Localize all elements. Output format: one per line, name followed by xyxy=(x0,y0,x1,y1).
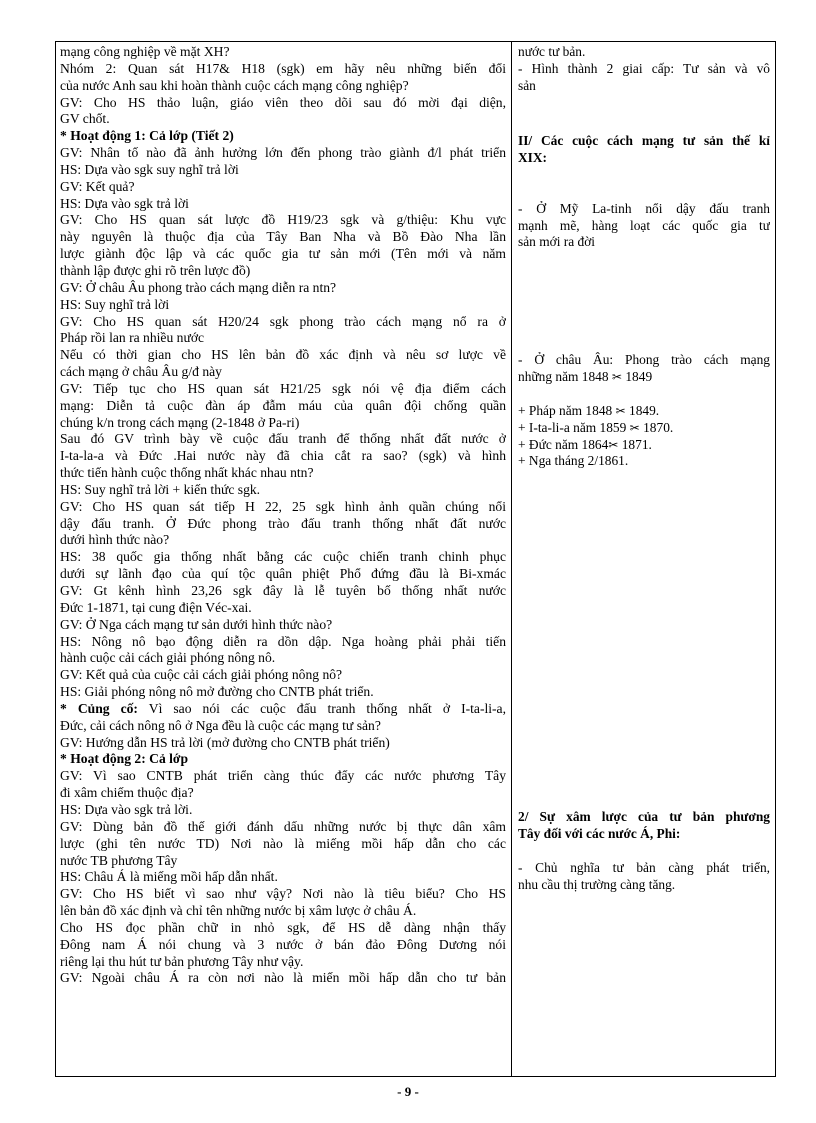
lesson-table xyxy=(55,41,776,1077)
section-heading-2: Tây đối với các nước Á, Phi: xyxy=(518,826,681,842)
column-divider xyxy=(511,42,512,1076)
activity-line: lược giành độc lập và các quốc gia tư sản mới (Tên mới và năm xyxy=(60,246,506,262)
activity-line: riêng lại thu hút tư bản phương Tây như vậy. xyxy=(60,953,304,969)
europe-point xyxy=(518,369,770,386)
event-item: + Nga tháng 2/1861. xyxy=(518,453,629,469)
activity-line: lên bản đồ xác định và chỉ tên những nước bị xâm lược ở châu Á. xyxy=(60,903,417,919)
activity-line: GV: Ngoài châu Á ra còn nơi nào là miến mồi hấp dẫn cho tư bản xyxy=(60,970,506,986)
activity-line: GV: Tiếp tục cho HS quan sát H21/25 sgk nói vệ địa điểm cách xyxy=(60,380,506,396)
activity-line: mạng công nghiệp về mặt XH? xyxy=(60,44,230,59)
activity-line: HS: Dựa vào sgk trả lời. xyxy=(60,801,193,817)
activity-line: lược (ghi tên nước TD) Nơi nào là miếng mồi hấp dẫn cho các xyxy=(60,835,506,851)
activity-line: Sau đó GV trình bày về cuộc đấu tranh để thống nhất đất nước ở xyxy=(60,431,506,447)
activity-line: I-ta-la-a và Đức .Hai nước này đã chia cắt ra sao? (sgk) và hình xyxy=(60,448,506,464)
scissors-icon: ✂ xyxy=(608,437,619,452)
capitalism-point: - Chủ nghĩa tư bản càng phát triển, xyxy=(518,859,770,875)
activity-line: Nếu có thời gian cho HS lên bản đồ xác định và nêu sơ lược về xyxy=(60,347,506,363)
activity-line: thành lập được ghi rõ trên lược đồ) xyxy=(60,262,251,278)
activity-line: GV: Cho HS thảo luận, giáo viên theo dõi sau đó mời đại diện, xyxy=(60,94,506,110)
activity-line: của nước Anh sau khi hoàn thành cuộc cách mạng công nghiệp? xyxy=(60,77,409,93)
activity-line: HS: Dựa vào sgk trả lời xyxy=(60,195,189,211)
activity-line: này nguyên là thuộc địa của Tây Ban Nha và Bồ Đào Nha lần xyxy=(60,229,506,245)
activity-line: Pháp rồi lan ra nhiều nước xyxy=(60,330,205,346)
activity-line: GV: Nhân tố nào đã ảnh hưởng lớn đến phong trào giành đ/l phát triển xyxy=(60,145,506,161)
scissors-icon: ✂ xyxy=(629,420,640,435)
activity-line: hành cuộc cải cách giải phóng nông nô. xyxy=(60,650,276,666)
activity-line: cách mạng ở châu Âu g/đ này xyxy=(60,364,222,380)
activity-line: nước TB phương Tây xyxy=(60,852,178,868)
activity-line: mạng: Diễn tả cuộc đàn áp đẫm máu của quân đội chống quần xyxy=(60,397,506,413)
page-number: - 9 - xyxy=(397,1084,419,1099)
activity-line: GV: Kết quả? xyxy=(60,178,135,194)
section-heading-ii: II/ Các cuộc cách mạng tư sản thế kỉ xyxy=(518,133,770,149)
activity-line: * Củng cố: Vì sao nói các cuộc đấu tranh thống nhất ở I-ta-li-a, xyxy=(60,700,506,716)
activity-line: GV: Cho HS biết vì sao như vậy? Nơi nào là tiêu biểu? Cho HS xyxy=(60,886,506,902)
event-item: + I-ta-li-a năm 1859 ✂ 1870. xyxy=(518,419,674,435)
activity-line: GV: Hướng dẫn HS trả lời (mở đường cho CNTB phát triển) xyxy=(60,734,390,750)
latin-america-point: sản mới ra đời xyxy=(518,234,596,250)
activity-line: chúng k/n trong cách mạng (2-1848 ở Pa-ri) xyxy=(60,414,300,430)
teacher-student-activities-column xyxy=(60,44,506,987)
capitalism-point: nhu cầu thị trường càng tăng. xyxy=(518,876,676,892)
activity-line: Đức 1-1871, tại cung điện Véc-xai. xyxy=(60,599,252,615)
scissors-icon: ✂ xyxy=(615,403,626,418)
scissors-icon: ✂ xyxy=(611,370,622,385)
right-intro-line: sản xyxy=(518,77,536,93)
activity-line: GV: Ở châu Âu phong trào cách mạng diễn ra ntn? xyxy=(60,279,337,295)
activity-line: thức tiến hành cuộc thống nhất khác nhau ntn? xyxy=(60,465,314,481)
activity-line: * Hoạt động 2: Cả lớp xyxy=(60,751,188,767)
activity-line: GV: Cho HS quan sát lược đồ H19/23 sgk và g/thiệu: Khu vực xyxy=(60,212,506,228)
right-intro-line: nước tư bản. xyxy=(518,44,586,59)
activity-line: * Hoạt động 1: Cả lớp (Tiết 2) xyxy=(60,128,234,144)
event-item: + Pháp năm 1848 ✂ 1849. xyxy=(518,402,660,418)
activity-line: HS: 38 quốc gia thống nhất bằng các cuộc chiến tranh chinh phục xyxy=(60,549,506,565)
activity-line: HS: Dựa vào sgk suy nghĩ trả lời xyxy=(60,161,239,177)
activity-line: GV: Vì sao CNTB phát triển càng thúc đẩy các nước phương Tây xyxy=(60,768,506,784)
activity-line: GV: Kết quả của cuộc cải cách giải phóng nông nô? xyxy=(60,667,343,683)
activity-line: HS: Nông nô bạo động diễn ra dồn dập. Nga hoàng phải phải tiến xyxy=(60,633,506,649)
section-heading-2: 2/ Sự xâm lược của tư bản phương xyxy=(518,809,770,825)
activity-line: dậy đấu tranh. Ở Đức phong trào đấu tranh thống nhất đất nước xyxy=(60,515,506,531)
lesson-content-column xyxy=(518,44,770,893)
event-item: + Đức năm 1864✂ 1871. xyxy=(518,436,652,452)
activity-line: dưới sự lãnh đạo của quí tộc quân phiệt Phổ đứng đầu là Bi-xmác xyxy=(60,566,506,582)
activity-line: Cho HS đọc phần chữ in nhỏ sgk, để HS dễ dàng nhận thấy xyxy=(60,919,506,935)
activity-line: GV: Cho HS quan sát tiếp H 22, 25 sgk hình ảnh quần chúng nổi xyxy=(60,498,506,514)
activity-line: HS: Giải phóng nông nô mở đường cho CNTB phát triển. xyxy=(60,684,374,700)
activity-line: HS: Châu Á là miếng mồi hấp dẫn nhất. xyxy=(60,869,278,885)
activity-line: đi xâm chiếm thuộc địa? xyxy=(60,785,194,801)
activity-line: GV: Cho HS quan sát H20/24 sgk phong trào cách mạng nổ ra ở xyxy=(60,313,506,329)
activity-line: GV: Ở Nga cách mạng tư sản dưới hình thức nào? xyxy=(60,616,333,632)
activity-line: dưới hình thức nào? xyxy=(60,532,170,548)
right-intro-line: - Hình thành 2 giai cấp: Tư sản và vô xyxy=(518,60,770,76)
activity-line: Nhóm 2: Quan sát H17& H18 (sgk) em hãy nêu những biến đổi xyxy=(60,60,506,76)
europe-point: - Ở châu Âu: Phong trào cách mạng xyxy=(518,352,770,368)
activity-line: GV: Dùng bản đồ thế giới đánh dấu những nước bị thực dân xâm xyxy=(60,818,506,834)
activity-line: GV: Gt kênh hình 23,26 sgk đây là lễ tuyên bố thống nhất nước xyxy=(60,583,506,598)
activity-line: Đông nam Á nói chung và 3 nước ở bán đảo Đông Dương nói xyxy=(60,936,506,952)
europe-year-start: những năm 1848 xyxy=(518,369,609,385)
activity-line: HS: Suy nghĩ trả lời xyxy=(60,296,170,312)
activity-line: GV chốt. xyxy=(60,111,110,127)
latin-america-point: - Ở Mỹ La-tinh nổi dậy đấu tranh xyxy=(518,200,770,216)
activity-line: Đức, cải cách nông nô ở Nga đều là cuộc các mạng tư sản? xyxy=(60,717,381,733)
europe-year-end: 1849 xyxy=(625,369,653,385)
activity-line: HS: Suy nghĩ trả lời + kiến thức sgk. xyxy=(60,481,261,497)
latin-america-point: mạnh mẽ, hàng loạt các quốc gia tư xyxy=(518,217,770,233)
section-heading-ii: XIX: xyxy=(518,150,548,166)
